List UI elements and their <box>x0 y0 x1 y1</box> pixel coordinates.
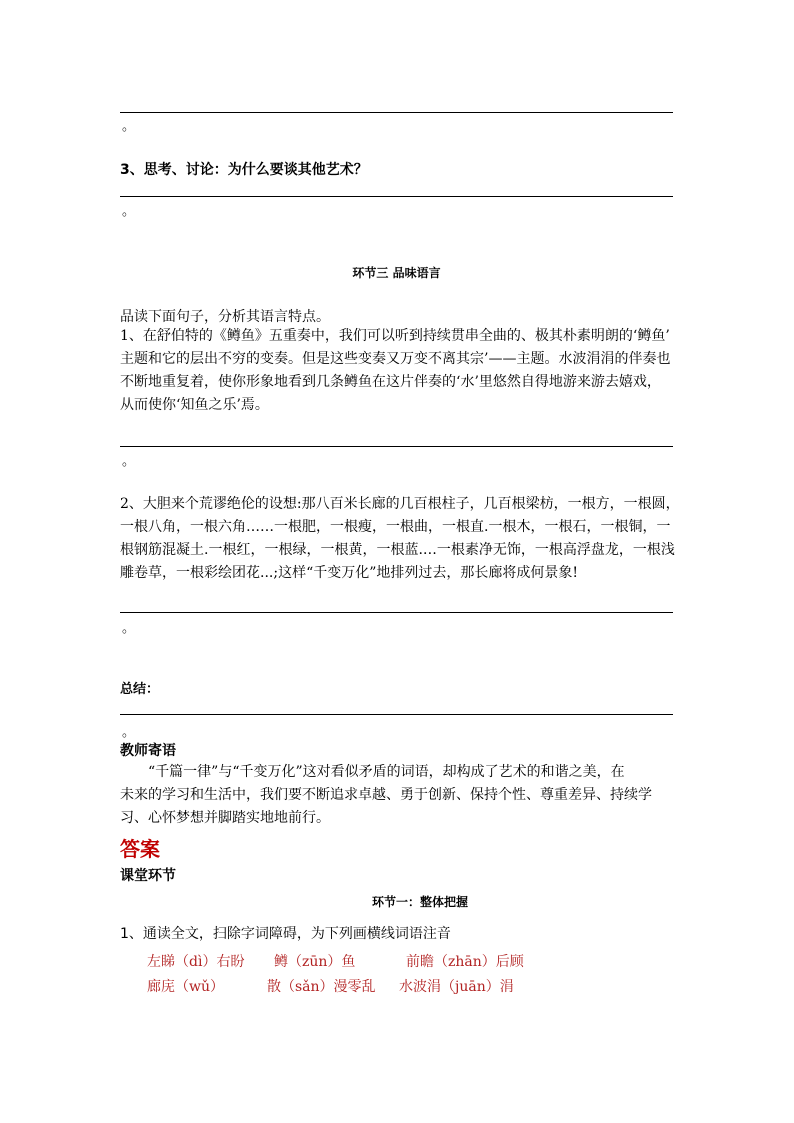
answer-section-heading: 环节一：整体把握 <box>371 895 468 909</box>
sentence-line: 雕卷草，一根彩绘团花...;这样“千变万化”地排列过去，那长廊将成何景象! <box>120 565 579 581</box>
sentence-2 <box>120 493 680 585</box>
answer-line <box>120 112 673 113</box>
question-3: 3、思考、讨论：为什么要谈其他艺术？ <box>120 162 368 178</box>
message-line: 习、心怀梦想并脚踏实地地前行。 <box>120 810 330 826</box>
period-mark: 。 <box>122 119 136 134</box>
answer-line <box>120 446 673 447</box>
pinyin-item: 水波涓（juān）涓 <box>399 979 514 995</box>
answer-title: 答案 <box>120 837 160 861</box>
pinyin-item: 廊庑（wǔ） <box>147 979 224 995</box>
intro-text: 品读下面句子，分析其语言特点。 <box>120 309 330 325</box>
answer-subtitle: 课堂环节 <box>120 868 176 884</box>
answer-line <box>120 196 673 197</box>
pinyin-item: 左睇（dì）右盼 <box>147 954 245 970</box>
answer-line <box>120 612 673 613</box>
sentence-line: 1、在舒伯特的《鳟鱼》五重奏中，我们可以听到持续贯串全曲的、极其朴素明朗的‘鳟鱼’ <box>120 328 670 344</box>
teacher-message <box>120 761 680 830</box>
period-mark: 。 <box>122 621 136 636</box>
message-line: “千篇一律”与“千变万化”这对看似矛盾的词语，却构成了艺术的和谐之美，在 <box>148 764 625 780</box>
sentence-1 <box>120 325 680 417</box>
pinyin-item: 散（sǎn）漫零乱 <box>267 979 376 995</box>
pinyin-item: 鳟（zūn）鱼 <box>274 954 356 970</box>
period-mark: 。 <box>122 725 136 740</box>
summary-label: 总结： <box>120 682 160 697</box>
sentence-line: 主题和它的层出不穷的变奏。但是这些变奏又万变不离其宗’——主题。水波涓涓的伴奏也 <box>120 351 671 367</box>
teacher-heading: 教师寄语 <box>120 743 176 759</box>
message-line: 未来的学习和生活中，我们要不断追求卓越、勇于创新、保持个性、尊重差异、持续学 <box>120 787 652 803</box>
answer-line <box>120 714 673 715</box>
answer-question-1: 1、通读全文，扫除字词障碍，为下列画横线词语注音 <box>120 926 451 942</box>
sentence-line: 不断地重复着，使你形象地看到几条鳟鱼在这片伴奏的‘水’里悠然自得地游来游去嬉戏， <box>120 374 661 390</box>
sentence-line: 从而使你‘知鱼之乐’焉。 <box>120 397 269 413</box>
pinyin-item: 前瞻（zhān）后顾 <box>406 954 524 970</box>
period-mark: 。 <box>122 204 136 219</box>
period-mark: 。 <box>122 454 136 469</box>
sentence-line: 一根八角，一根六角……一根肥，一根瘦，一根曲，一根直.一根木，一根石，一根铜，一 <box>120 519 671 535</box>
sentence-line: 根钢筋混凝土.一根红，一根绿，一根黄，一根蓝.…一根素净无饰，一根高浮盘龙，一根浅 <box>120 542 675 558</box>
section-heading: 环节三 品味语言 <box>352 266 441 280</box>
sentence-line: 2、大胆来个荒谬绝伦的设想:那八百米长廊的几百根柱子，几百根梁枋，一根方，一根圆， <box>120 496 680 512</box>
